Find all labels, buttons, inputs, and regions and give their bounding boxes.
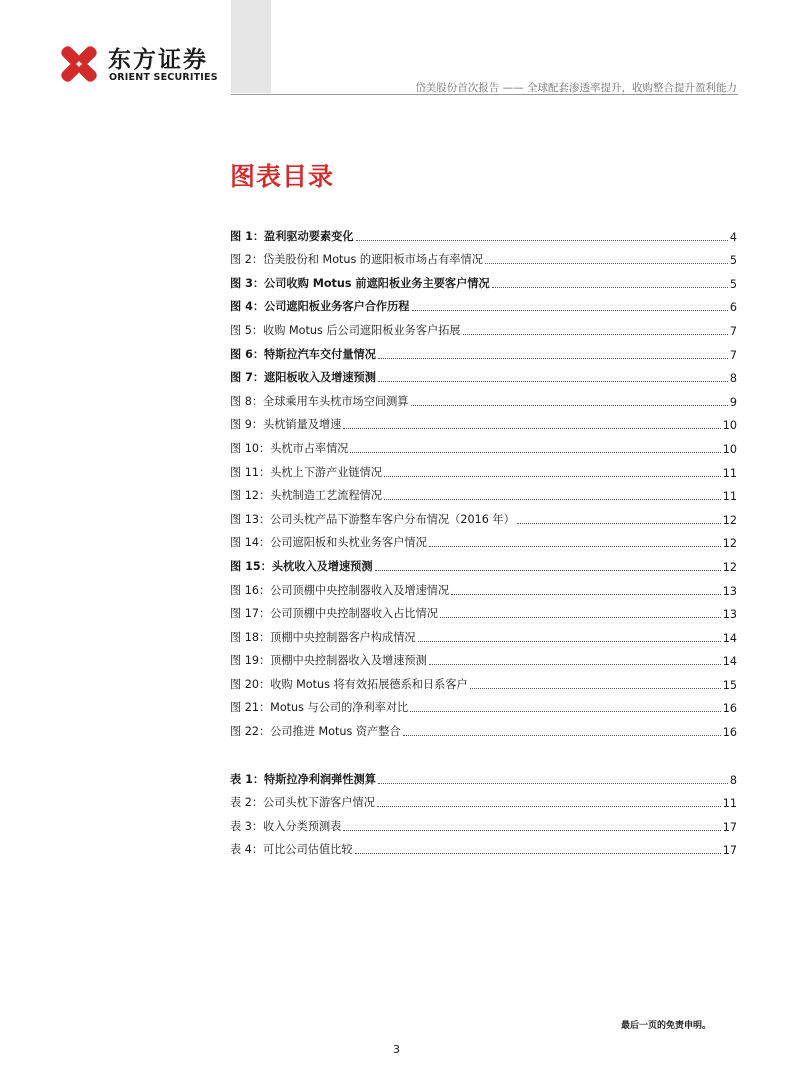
toc-leader-dots (429, 664, 721, 665)
toc-entry-label: 图 7：遮阳板收入及增速预测 (230, 371, 376, 385)
figure-toc-entry[interactable] (230, 409, 737, 433)
toc-leader-dots (378, 783, 728, 784)
toc-entry-page: 16 (722, 702, 737, 716)
toc-entry-label: 图 22：公司推进 Motus 资产整合 (230, 725, 401, 739)
toc-leader-dots (440, 617, 721, 618)
figure-toc-entry[interactable] (230, 692, 737, 716)
toc-leader-dots (355, 853, 721, 854)
toc-entry-label: 图 14：公司遮阳板和头枕业务客户情况 (230, 536, 427, 550)
toc-entry-label: 图 3：公司收购 Motus 前遮阳板业务主要客户情况 (230, 276, 490, 290)
toc-leader-dots (492, 287, 728, 288)
toc-entry-label: 图 20：收购 Motus 将有效拓展德系和日系客户 (230, 677, 468, 691)
toc-entry-page: 8 (729, 773, 737, 787)
figure-toc-entry[interactable] (230, 314, 737, 338)
toc-leader-dots (418, 641, 721, 642)
toc-entry-label: 表 1：特斯拉净利润弹性测算 (230, 772, 376, 786)
toc-leader-dots (343, 428, 720, 429)
toc-entry-page: 10 (722, 419, 737, 433)
toc-entry-page: 13 (722, 584, 737, 598)
toc-entry-label: 图 13：公司头枕产品下游整车客户分布情况（2016 年） (230, 512, 515, 526)
toc-entry-page: 13 (722, 608, 737, 622)
toc-entry-label: 图 4：公司遮阳板业务客户合作历程 (230, 300, 410, 314)
toc-entry-page: 16 (722, 726, 737, 740)
figure-toc-entry[interactable] (230, 432, 737, 456)
toc-entry-label: 图 10：头枕市占率情况 (230, 441, 349, 455)
toc-entry-page: 12 (722, 560, 737, 574)
toc-entry-page: 17 (722, 844, 737, 858)
toc-leader-dots (384, 499, 721, 500)
toc-leader-dots (412, 310, 728, 311)
figure-toc-entry[interactable] (230, 267, 737, 291)
toc-entry-page: 10 (722, 442, 737, 456)
figure-toc-entry[interactable] (230, 385, 737, 409)
toc-entry-page: 7 (729, 324, 737, 338)
toc-entry-label: 表 2：公司头枕下游客户情况 (230, 796, 375, 810)
toc-leader-dots (470, 688, 721, 689)
page-number: 3 (393, 1043, 400, 1056)
orient-securities-logo-icon (55, 40, 103, 88)
table-toc-entry[interactable] (230, 787, 737, 811)
brand-name-english: ORIENT SECURITIES (109, 72, 218, 83)
figure-toc-entry[interactable] (230, 550, 737, 574)
header-divider (231, 94, 738, 95)
figure-toc-entry[interactable] (230, 244, 737, 268)
toc-entry-page: 5 (729, 254, 737, 268)
toc-entry-label: 图 5：收购 Motus 后公司遮阳板业务客户拓展 (230, 323, 461, 337)
toc-leader-dots (403, 735, 721, 736)
toc-leader-dots (429, 546, 721, 547)
figure-toc-entry[interactable] (230, 621, 737, 645)
toc-leader-dots (384, 476, 721, 477)
toc-leader-dots (378, 358, 728, 359)
toc-entry-page: 5 (729, 277, 737, 291)
figure-toc-entry[interactable] (230, 598, 737, 622)
toc-title: 图表目录 (230, 162, 335, 191)
table-toc-list (230, 763, 737, 857)
toc-leader-dots (485, 263, 728, 264)
toc-entry-page: 11 (722, 466, 737, 480)
table-toc-entry[interactable] (230, 763, 737, 787)
toc-entry-label: 图 19：顶棚中央控制器收入及增速预测 (230, 654, 427, 668)
toc-entry-page: 14 (722, 655, 737, 669)
toc-leader-dots (517, 523, 721, 524)
toc-entry-page: 11 (722, 490, 737, 504)
figure-toc-entry[interactable] (230, 715, 737, 739)
toc-entry-page: 8 (729, 372, 737, 386)
disclaimer-note: 最后一页的免责申明。 (620, 1021, 711, 1031)
toc-entry-page: 12 (722, 513, 737, 527)
figure-toc-list (230, 220, 737, 739)
table-toc-entry[interactable] (230, 834, 737, 858)
figure-toc-entry[interactable] (230, 527, 737, 551)
figure-toc-entry[interactable] (230, 480, 737, 504)
toc-entry-page: 15 (722, 678, 737, 692)
toc-leader-dots (463, 334, 728, 335)
toc-leader-dots (343, 830, 720, 831)
toc-entry-label: 图 6：特斯拉汽车交付量情况 (230, 347, 376, 361)
toc-entry-label: 表 4：可比公司估值比较 (230, 843, 353, 857)
toc-leader-dots (375, 570, 721, 571)
toc-entry-page: 6 (729, 301, 737, 315)
toc-leader-dots (378, 381, 728, 382)
toc-entry-label: 图 15：头枕收入及增速预测 (230, 559, 373, 573)
figure-toc-entry[interactable] (230, 574, 737, 598)
figure-toc-entry[interactable] (230, 503, 737, 527)
toc-entry-label: 图 17：公司顶棚中央控制器收入占比情况 (230, 607, 438, 621)
toc-leader-dots (411, 405, 728, 406)
toc-entry-label: 图 21：Motus 与公司的净利率对比 (230, 701, 409, 715)
figure-toc-entry[interactable] (230, 456, 737, 480)
toc-entry-label: 表 3：收入分类预测表 (230, 819, 342, 833)
toc-leader-dots (350, 452, 720, 453)
toc-entry-label: 图 2：岱美股份和 Motus 的遮阳板市场占有率情况 (230, 253, 483, 267)
toc-entry-label: 图 11：头枕上下游产业链情况 (230, 465, 383, 479)
toc-entry-label: 图 18：顶棚中央控制器客户构成情况 (230, 630, 416, 644)
toc-entry-label: 图 12：头枕制造工艺流程情况 (230, 489, 383, 503)
toc-entry-label: 图 16：公司顶棚中央控制器收入及增速情况 (230, 583, 450, 597)
toc-leader-dots (377, 806, 721, 807)
figure-toc-entry[interactable] (230, 645, 737, 669)
toc-leader-dots (451, 594, 721, 595)
toc-entry-page: 14 (722, 631, 737, 645)
toc-entry-page: 12 (722, 537, 737, 551)
figure-toc-entry[interactable] (230, 362, 737, 386)
toc-leader-dots (356, 240, 728, 241)
toc-entry-page: 17 (722, 820, 737, 834)
brand-name-chinese: 东方证券 (108, 47, 208, 73)
figure-toc-entry[interactable] (230, 291, 737, 315)
toc-entry-page: 4 (729, 230, 737, 244)
toc-entry-page: 9 (729, 395, 737, 409)
report-subtitle: 岱美股份首次报告 —— 全球配套渗透率提升，收购整合提升盈利能力 (415, 82, 737, 94)
figure-toc-entry[interactable] (230, 220, 737, 244)
header-gray-band (231, 0, 271, 93)
toc-leader-dots (410, 711, 721, 712)
figure-toc-entry[interactable] (230, 668, 737, 692)
toc-entry-page: 7 (729, 348, 737, 362)
toc-entry-label: 图 9：头枕销量及增速 (230, 418, 342, 432)
table-toc-entry[interactable] (230, 810, 737, 834)
toc-entry-page: 11 (722, 797, 737, 811)
toc-entry-label: 图 1：盈利驱动要素变化 (230, 229, 354, 243)
toc-entry-label: 图 8：全球乘用车头枕市场空间测算 (230, 394, 409, 408)
figure-toc-entry[interactable] (230, 338, 737, 362)
